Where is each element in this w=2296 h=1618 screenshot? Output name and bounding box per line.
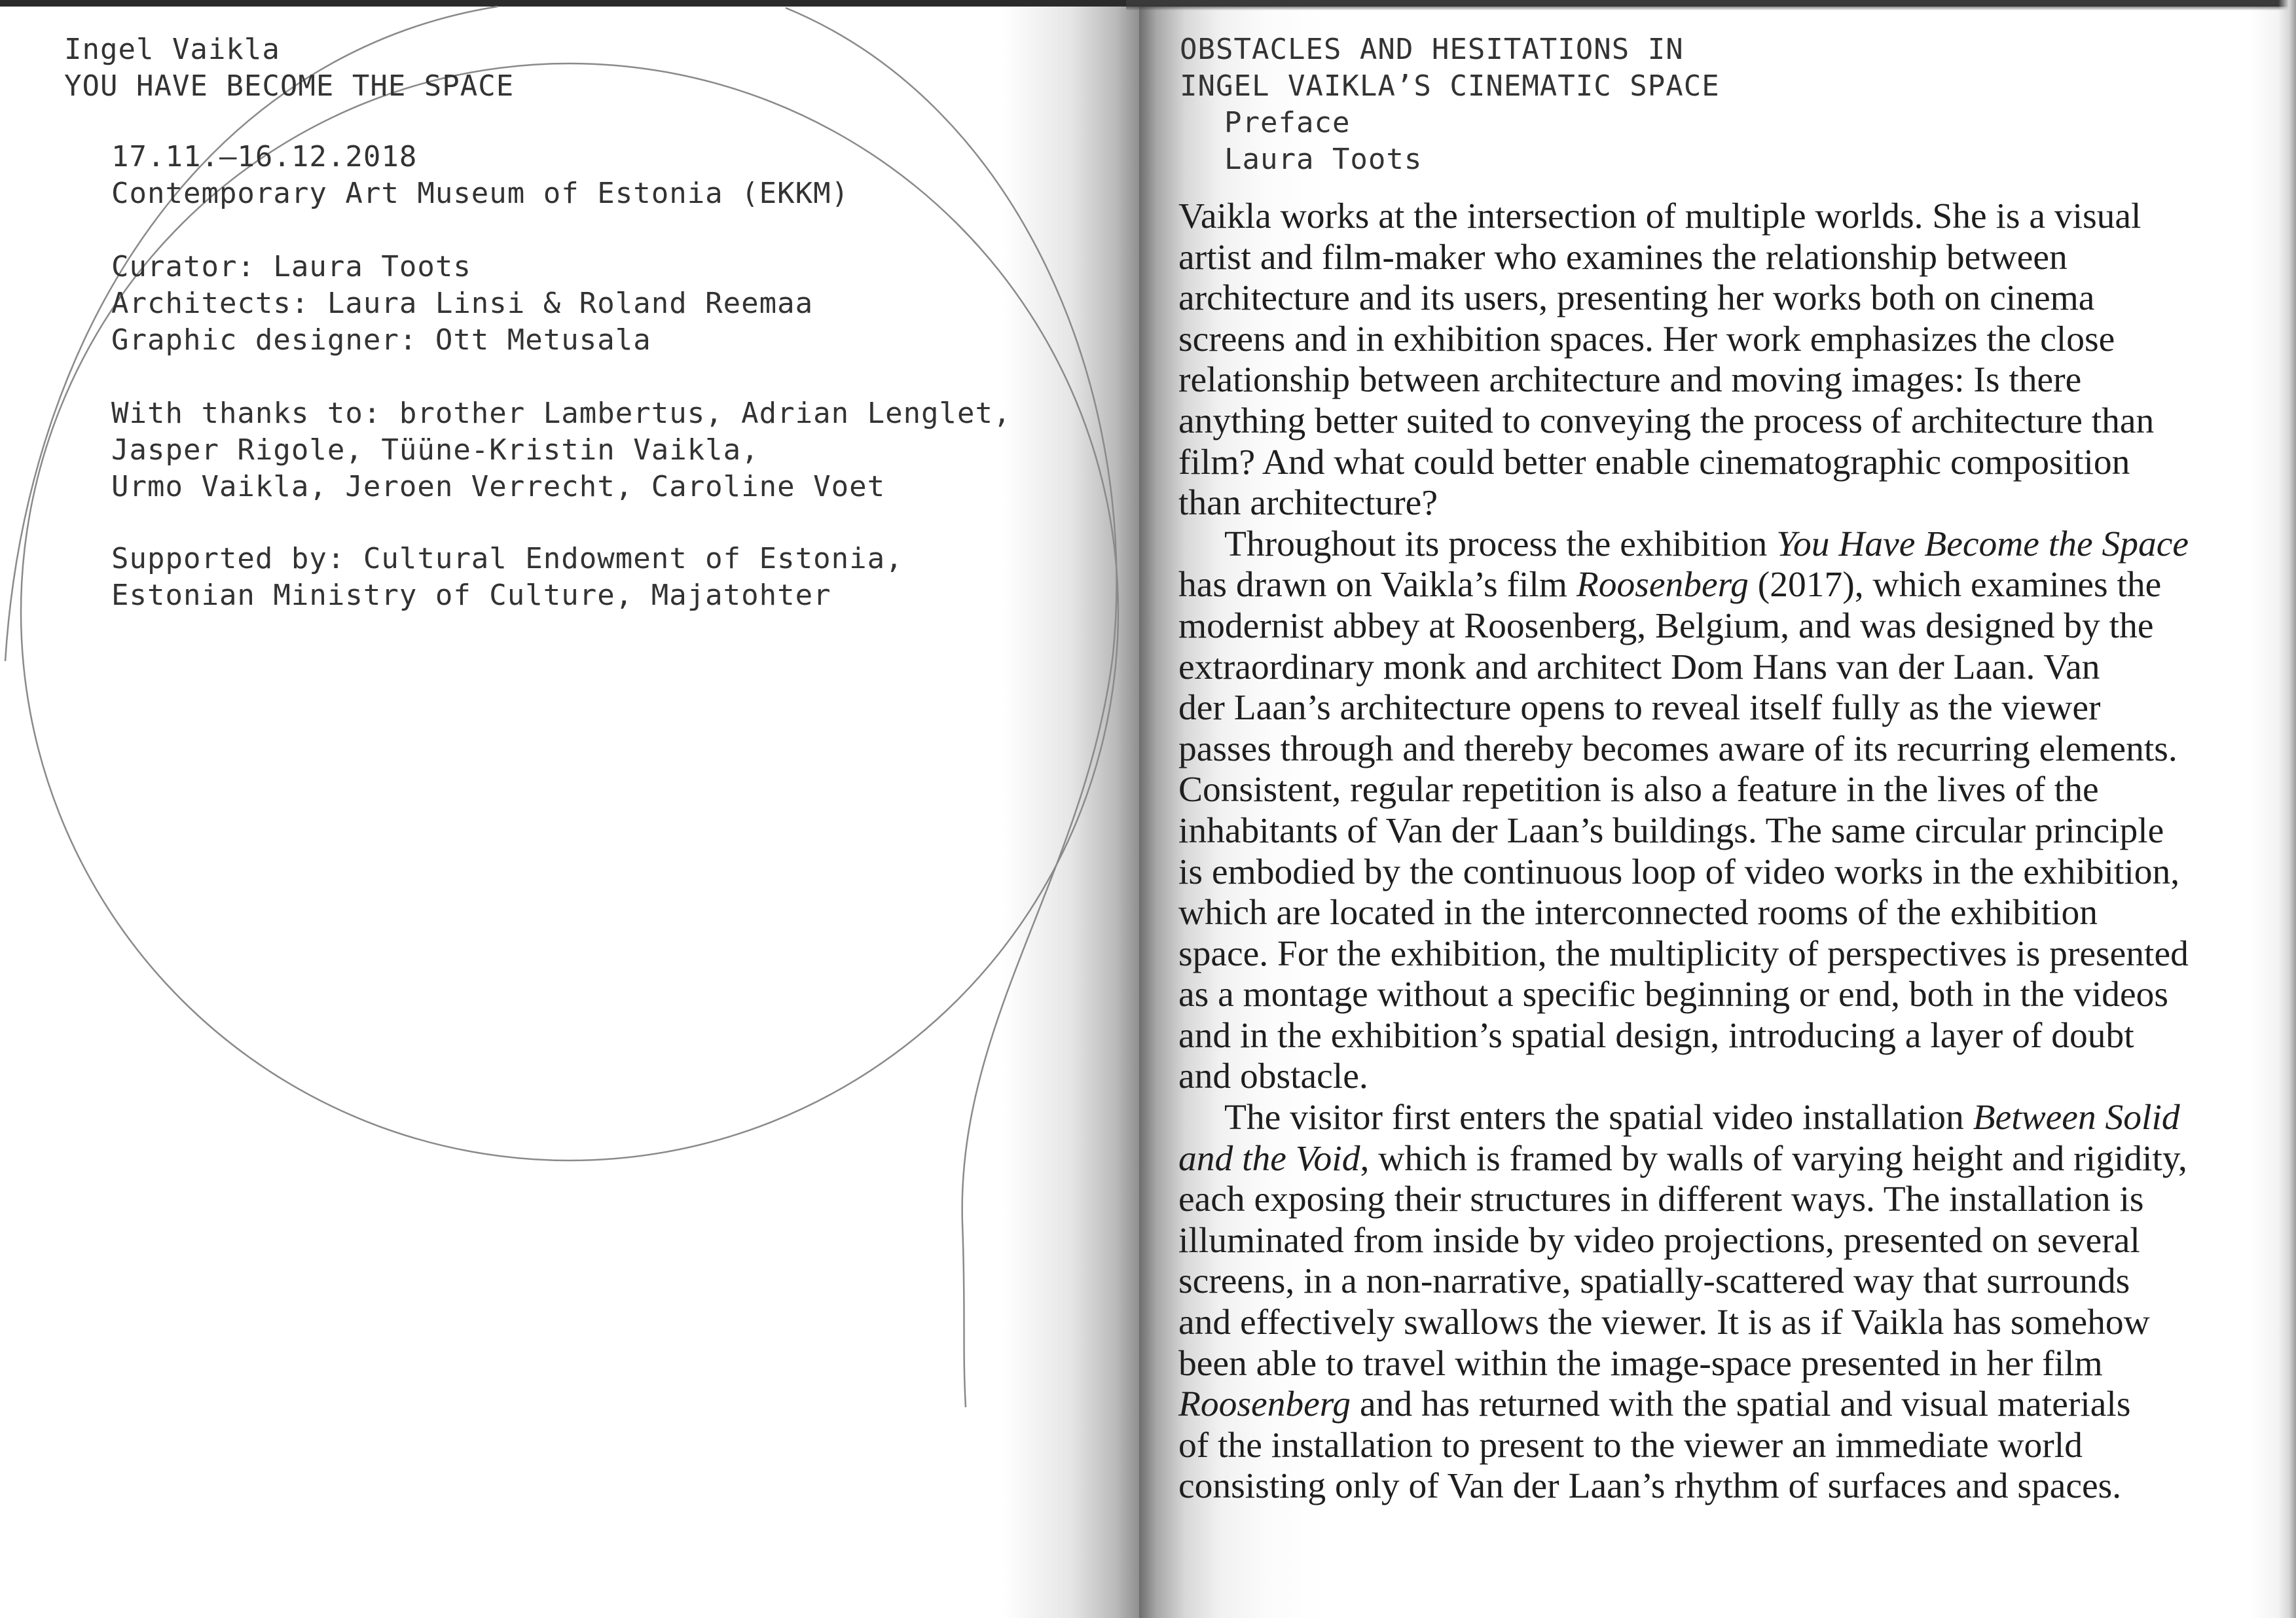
film-title-italic: Roosenberg bbox=[1178, 1384, 1351, 1425]
thanks-line: With thanks to: brother Lambertus, Adrian Lenglet, bbox=[111, 397, 1011, 430]
paragraph-1 bbox=[1178, 196, 2219, 524]
body-line: screens and in exhibition spaces. Her work emphasizes the close bbox=[1178, 319, 2115, 359]
body-text: has drawn on Vaikla’s film bbox=[1178, 565, 1576, 605]
installation-title-italic: Between Solid bbox=[1973, 1098, 2180, 1138]
body-line: Vaikla works at the intersection of multiple worlds. She is a visual bbox=[1178, 196, 2141, 236]
architects-credit: Architects: Laura Linsi & Roland Reemaa bbox=[111, 287, 814, 320]
body-text: The visitor first enters the spatial video installation bbox=[1224, 1098, 1973, 1138]
body-line: artist and film-maker who examines the relationship between bbox=[1178, 237, 2068, 278]
body-line: and obstacle. bbox=[1178, 1056, 1368, 1097]
book-top-edge-shadow bbox=[1126, 0, 2296, 10]
body-line: space. For the exhibition, the multiplicity of perspectives is presented bbox=[1178, 933, 2189, 974]
body-line: passes through and thereby becomes aware of its recurring elements. bbox=[1178, 728, 2178, 769]
body-line: as a montage without a specific beginning or end, both in the videos bbox=[1178, 975, 2169, 1015]
thanks-line: Urmo Vaikla, Jeroen Verrecht, Caroline Voet bbox=[111, 470, 886, 503]
supported-line: Supported by: Cultural Endowment of Estonia, bbox=[111, 542, 903, 575]
body-line bbox=[1178, 1384, 2219, 1426]
body-line: and in the exhibition’s spatial design, introducing a layer of doubt bbox=[1178, 1015, 2134, 1056]
body-line: of the installation to present to the viewer an immediate world bbox=[1178, 1425, 2083, 1465]
body-line: architecture and its users, presenting her works both on cinema bbox=[1178, 278, 2095, 319]
essay-heading-line2: INGEL VAIKLA’S CINEMATIC SPACE bbox=[1180, 69, 1720, 103]
body-line: consisting only of Van der Laan’s rhythm of surfaces and spaces. bbox=[1178, 1466, 2122, 1507]
body-line: than architecture? bbox=[1178, 483, 1438, 524]
body-line: extraordinary monk and architect Dom Hans van der Laan. Van bbox=[1178, 647, 2100, 687]
artist-name: Ingel Vaikla bbox=[64, 33, 280, 66]
film-title-italic: Roosenberg bbox=[1576, 565, 1749, 605]
body-line bbox=[1178, 565, 2219, 606]
exhibition-title-italic: You Have Become the Space bbox=[1776, 524, 2189, 564]
body-line: which are located in the interconnected rooms of the exhibition bbox=[1178, 893, 2098, 933]
essay-author: Laura Toots bbox=[1224, 143, 1423, 176]
essay-heading-line1: OBSTACLES AND HESITATIONS IN bbox=[1180, 33, 1684, 66]
body-line: Consistent, regular repetition is also a feature in the lives of the bbox=[1178, 770, 2099, 810]
essay-body bbox=[1178, 196, 2219, 1507]
body-line: relationship between architecture and moving images: Is there bbox=[1178, 360, 2082, 401]
body-line: illuminated from inside by video projections, presented on several bbox=[1178, 1220, 2140, 1261]
body-line: each exposing their structures in different ways. The installation is bbox=[1178, 1179, 2144, 1220]
body-text: , which is framed by walls of varying height and rigidity, bbox=[1360, 1138, 2187, 1179]
body-line bbox=[1178, 1098, 2219, 1139]
body-line: inhabitants of Van der Laan’s buildings. The same circular principle bbox=[1178, 810, 2164, 851]
paragraph-2 bbox=[1178, 524, 2219, 1098]
installation-title-italic: and the Void bbox=[1178, 1138, 1360, 1179]
body-text: (2017), which examines the bbox=[1748, 565, 2162, 605]
exhibition-dates: 17.11.–16.12.2018 bbox=[111, 140, 418, 173]
body-line: film? And what could better enable cinematographic composition bbox=[1178, 442, 2130, 482]
body-line bbox=[1178, 1139, 2219, 1180]
body-line: and effectively swallows the viewer. It is as if Vaikla has somehow bbox=[1178, 1303, 2150, 1343]
body-line bbox=[1178, 524, 2219, 566]
body-line: der Laan’s architecture opens to reveal itself fully as the viewer bbox=[1178, 688, 2101, 728]
section-label: Preface bbox=[1224, 106, 1351, 139]
exhibition-title: YOU HAVE BECOME THE SPACE bbox=[64, 69, 515, 103]
book-right-edge bbox=[2278, 0, 2296, 1618]
curator-credit: Curator: Laura Toots bbox=[111, 250, 471, 283]
supported-line: Estonian Ministry of Culture, Majatohter bbox=[111, 579, 831, 612]
venue: Contemporary Art Museum of Estonia (EKKM) bbox=[111, 177, 850, 210]
thanks-line: Jasper Rigole, Tüüne-Kristin Vaikla, bbox=[111, 433, 759, 467]
body-text: and has returned with the spatial and visual materials bbox=[1351, 1384, 2131, 1425]
body-line: been able to travel within the image-space presented in her film bbox=[1178, 1343, 2103, 1384]
body-line: anything better suited to conveying the process of architecture than bbox=[1178, 401, 2155, 441]
body-text: Throughout its process the exhibition bbox=[1224, 524, 1777, 564]
body-line: screens, in a non-narrative, spatially-scattered way that surrounds bbox=[1178, 1261, 2130, 1302]
paragraph-3 bbox=[1178, 1098, 2219, 1507]
body-line: is embodied by the continuous loop of video works in the exhibition, bbox=[1178, 852, 2180, 892]
body-line: modernist abbey at Roosenberg, Belgium, and was designed by the bbox=[1178, 605, 2154, 646]
designer-credit: Graphic designer: Ott Metusala bbox=[111, 323, 651, 357]
